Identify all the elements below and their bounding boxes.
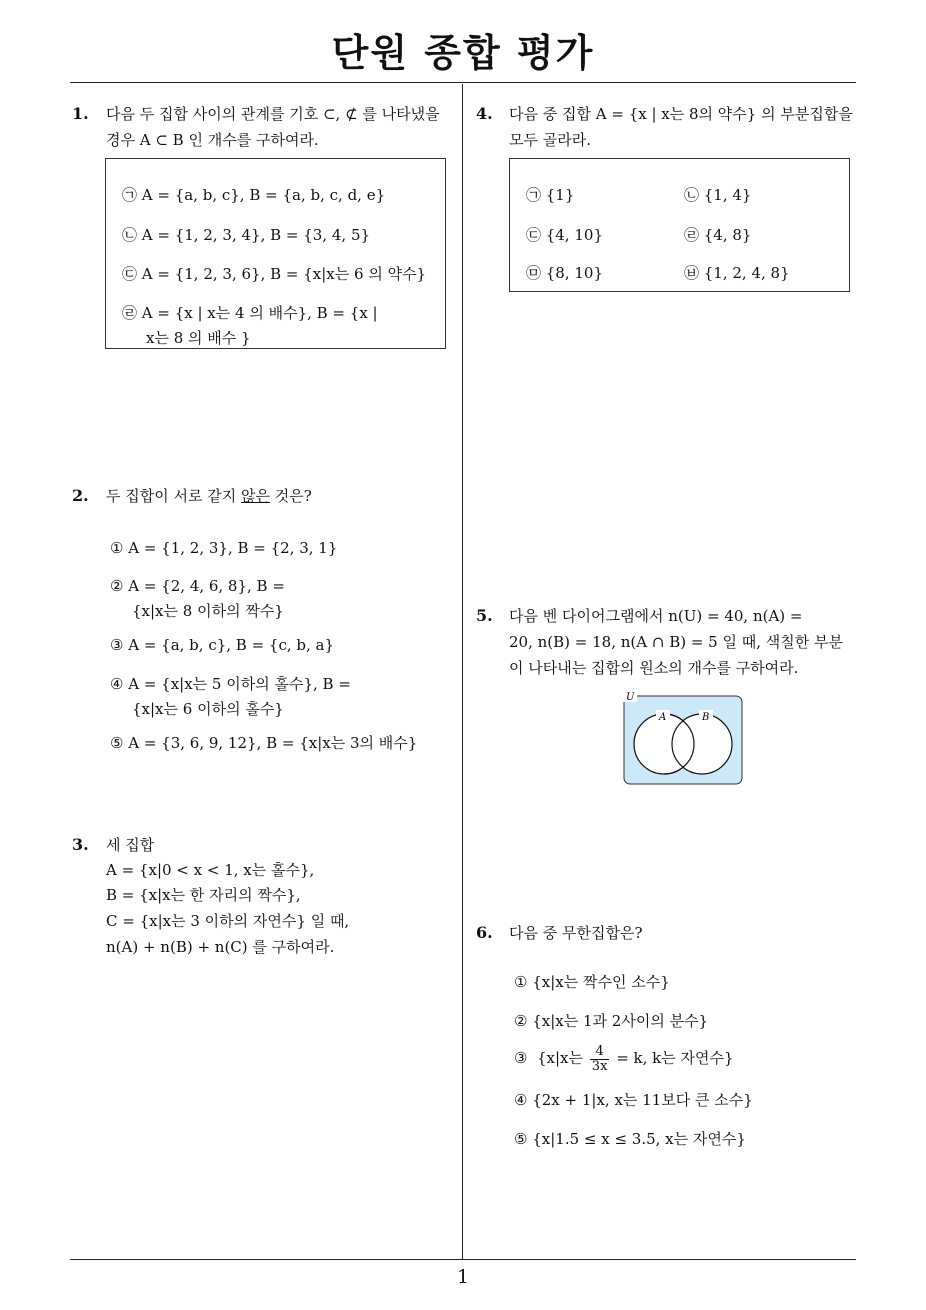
question-text: 세 집합 [106, 836, 155, 854]
question-text: 모두 골라라. [509, 131, 591, 149]
page-title: 단원 종합 평가 [331, 31, 595, 75]
question-text: 다음 벤 다이어그램에서 n(U) = 40, n(A) = [509, 607, 803, 625]
list-item: x는 8 의 배수 } [146, 329, 251, 347]
bottom-divider [70, 1259, 856, 1260]
answer-choice: ① {x|x는 짝수인 소수} [514, 973, 670, 991]
question-number: 1. [72, 104, 89, 123]
emphasis-text: 않은 [241, 487, 270, 505]
question-text: C = {x|x는 3 이하의 자연수} 일 때, [106, 912, 350, 930]
question-text: 이 나타내는 집합의 원소의 개수를 구하여라. [509, 659, 799, 677]
answer-choice: ⑤ A = {3, 6, 9, 12}, B = {x|x는 3의 배수} [110, 734, 418, 752]
answer-choice: ④ {2x + 1|x, x는 11보다 큰 소수} [514, 1091, 753, 1109]
choice-box [509, 158, 850, 292]
question-text: 경우 A ⊂ B 인 개수를 구하여라. [106, 131, 319, 149]
answer-choice-cont: {x|x는 8 이하의 짝수} [132, 602, 284, 620]
set-a-label: A [659, 712, 667, 723]
list-item: ㉥ {1, 2, 4, 8} [684, 264, 790, 282]
question-number: 3. [72, 835, 89, 854]
question-text: n(A) + n(B) + n(C) 를 구하여라. [106, 938, 335, 956]
answer-choice: ② {x|x는 1과 2사이의 분수} [514, 1012, 709, 1030]
question-text: 두 집합이 서로 같지 않은 것은? [106, 487, 312, 505]
condition-box [105, 158, 446, 349]
fraction-numerator: 4 [590, 1045, 610, 1060]
question-text: B = {x|x는 한 자리의 짝수}, [106, 886, 301, 904]
list-item: ㉢ {4, 10} [526, 226, 604, 244]
list-item: ㉡ A = {1, 2, 3, 4}, B = {3, 4, 5} [122, 226, 371, 244]
question-text: 다음 중 집합 A = {x | x는 8의 약수} 의 부분집합을 [509, 105, 853, 123]
list-item: ㉢ A = {1, 2, 3, 6}, B = {x|x는 6 의 약수} [122, 265, 427, 283]
answer-choice: ③ A = {a, b, c}, B = {c, b, a} [110, 636, 335, 654]
page-number: 1 [456, 1266, 470, 1288]
question-text: 다음 두 집합 사이의 관계를 기호 ⊂, ⊄ 를 나타냈을 [106, 105, 440, 123]
venn-diagram [620, 690, 746, 788]
fraction-denominator: 3x [591, 1058, 608, 1074]
question-number: 5. [476, 606, 493, 625]
list-item: ㉠ A = {a, b, c}, B = {a, b, c, d, e} [122, 186, 386, 204]
answer-choice: ⑤ {x|1.5 ≤ x ≤ 3.5, x는 자연수} [514, 1130, 746, 1148]
question-number: 4. [476, 104, 493, 123]
set-b-circle [672, 714, 732, 774]
list-item: ㉣ A = {x | x는 4 의 배수}, B = {x | [122, 304, 378, 322]
fraction [590, 1045, 610, 1074]
question-text: A = {x|0 < x < 1, x는 홀수}, [106, 861, 315, 879]
column-divider [462, 84, 463, 1260]
answer-choice: ① A = {1, 2, 3}, B = {2, 3, 1} [110, 539, 338, 557]
answer-choice-cont: {x|x는 6 이하의 홀수} [132, 700, 284, 718]
list-item: ㉡ {1, 4} [684, 186, 752, 204]
answer-choice: ③ {x|x는 $\frac{4}{3x}$ = k, k는 자연수} [514, 1043, 734, 1074]
question-number: 6. [476, 923, 493, 942]
top-divider [70, 82, 856, 83]
list-item: ㉠ {1} [526, 186, 575, 204]
list-item: ㉣ {4, 8} [684, 226, 752, 244]
set-b-label: B [702, 712, 710, 723]
question-text: 다음 중 무한집합은? [509, 924, 643, 942]
list-item: ㉤ {8, 10} [526, 264, 604, 282]
answer-choice: ② A = {2, 4, 6, 8}, B = [110, 577, 285, 595]
answer-choice: ④ A = {x|x는 5 이하의 홀수}, B = [110, 675, 351, 693]
question-text: 20, n(B) = 18, n(A ∩ B) = 5 일 때, 색칠한 부분 [509, 633, 843, 651]
universal-set-label: U [626, 692, 635, 703]
question-number: 2. [72, 486, 89, 505]
